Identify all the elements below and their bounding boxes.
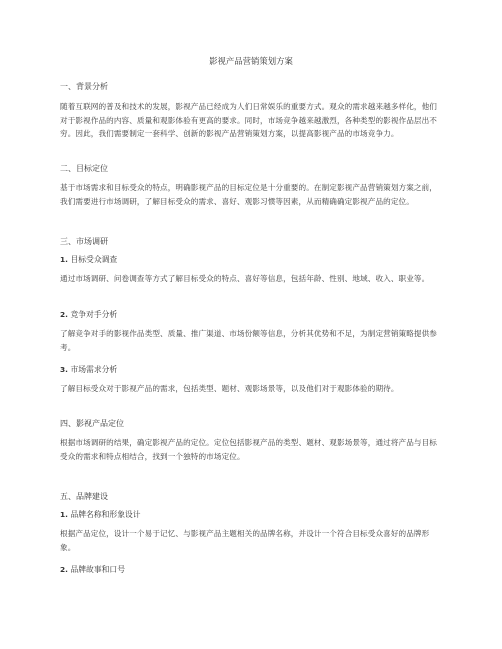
subsection-heading [60, 254, 117, 266]
paragraph-target: 基于市场需求和目标受众的特点，明确影视产品的目标定位是十分重要的。在制定影视产品营销策划方案之前，我们需要进行市场调研，了解目标受众的需求、喜好、观影习惯等因素，从而精确确定影视产品的定位。 [60, 183, 437, 206]
subsection-heading [60, 564, 125, 576]
subsection-heading [60, 509, 141, 521]
subsection-label: 市场需求分析 [70, 365, 118, 374]
document-title: 影视产品营销策划方案 [209, 56, 293, 66]
subsection-label: 目标受众调查 [70, 255, 118, 264]
subsection-label: 竞争对手分析 [70, 310, 118, 319]
section-heading-brand-building: 五、品牌建设 [60, 492, 108, 501]
subsection-number: 3. [60, 365, 68, 374]
paragraph-demand-analysis: 了解目标受众对于影视产品的需求，包括类型、题材、观影场景等，以及他们对于观影体验的期待。 [60, 384, 399, 393]
subsection-label: 品牌名称和形象设计 [70, 510, 141, 519]
paragraph-positioning: 根据市场调研的结果，确定影视产品的定位。定位包括影视产品的类型、题材、观影场景等，通过将产品与目标受众的需求和特点相结合，找到一个独特的市场定位。 [60, 438, 437, 461]
section-heading-background: 一、背景分析 [60, 82, 108, 91]
paragraph-audience-survey: 通过市场调研、问卷调查等方式了解目标受众的特点、喜好等信息，包括年龄、性别、地域、收入、职业等。 [60, 274, 430, 283]
subsection-number: 2. [60, 310, 68, 319]
subsection-number: 1. [60, 510, 68, 519]
paragraph-background: 随着互联网的普及和技术的发展，影视产品已经成为人们日常娱乐的重要方式。观众的需求越来越多样化，他们对于影视作品的内容、质量和观影体验有更高的要求。同时，市场竞争越来越激烈，各种类型的影视作品层出不穷。因此，我们需要制定一套科学、创新的影视产品营销策划方案，以提高影视产品的市场竞争力。 [60, 102, 437, 139]
subsection-label: 品牌故事和口号 [70, 565, 126, 574]
subsection-number: 2. [60, 565, 68, 574]
section-heading-positioning: 四、影视产品定位 [60, 419, 124, 428]
section-heading-market-research: 三、市场调研 [60, 237, 108, 246]
section-heading-target: 二、目标定位 [60, 164, 108, 173]
subsection-heading [60, 309, 117, 321]
paragraph-brand-name: 根据产品定位，设计一个易于记忆、与影视产品主题相关的品牌名称，并设计一个符合目标受众喜好的品牌形象。 [60, 529, 430, 552]
subsection-heading [60, 364, 117, 376]
paragraph-competitor-analysis: 了解竞争对手的影视作品类型、质量、推广渠道、市场份额等信息，分析其优势和不足，为制定营销策略提供参考。 [60, 329, 437, 352]
subsection-number: 1. [60, 255, 68, 264]
